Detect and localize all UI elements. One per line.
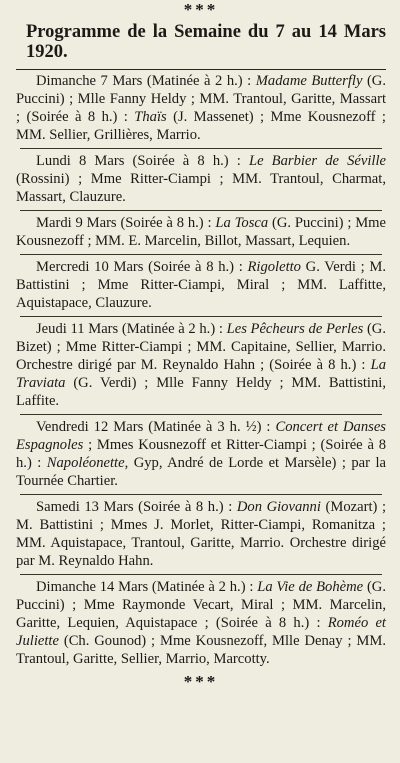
entry-divider — [20, 148, 382, 149]
programme-entry-saturday-13 — [16, 496, 386, 573]
programme-entry-thursday-11 — [16, 318, 386, 413]
work-title: Napoléonette — [46, 455, 125, 471]
programme-entry-tuesday-9 — [16, 212, 386, 253]
entry-divider — [20, 494, 382, 495]
work-title: La Vie de Bohème — [257, 579, 364, 595]
entry-text: (Rossini) ; Mme Ritter-Ciampi ; MM. Trantoul, Charmat, Massart, Clauzure. — [16, 171, 386, 205]
entry-divider — [20, 316, 382, 317]
entry-text: (J. Massenet) ; Mme Kousnezoff ; MM. Sellier, Grillières, Marrio. — [16, 109, 386, 143]
entry-text: , Gyp, André de Lorde et Marsèle) ; par la Tournée Chartier. — [16, 455, 386, 489]
entry-divider — [20, 254, 382, 255]
work-title: Rigoletto — [247, 259, 301, 275]
work-title: Les Pêcheurs de Perles — [226, 321, 364, 337]
entry-divider — [20, 210, 382, 211]
entry-text: Mardi 9 Mars (Soirée à 8 h.) : — [36, 215, 216, 231]
programme-entries — [16, 70, 386, 671]
entry-text: Samedi 13 Mars (Soirée à 8 h.) : — [36, 499, 237, 515]
entry-text: Jeudi 11 Mars (Matinée à 2 h.) : — [36, 321, 227, 337]
work-title: Roméo et Juliette — [16, 615, 386, 649]
work-title: Don Giovanni — [236, 499, 321, 515]
entry-divider — [20, 414, 382, 415]
entry-text: Lundi 8 Mars (Soirée à 8 h.) : — [36, 153, 249, 169]
entry-text: Mercredi 10 Mars (Soirée à 8 h.) : — [36, 259, 248, 275]
entry-text: Dimanche 7 Mars (Matinée à 2 h.) : — [36, 73, 256, 89]
programme-title: Programme de la Semaine du 7 au 14 Mars 1920. — [26, 22, 386, 62]
entry-text: (G. Bizet) ; Mme Ritter-Ciampi ; MM. Capitaine, Sellier, Marrio. Orchestre dirigé par M. Reynaldo Hahn ; (Soirée à 8 h.) : — [16, 321, 386, 373]
entry-text: (G. Verdi) ; Mlle Fanny Heldy ; MM. Battistini, Laffite. — [16, 375, 386, 409]
work-title: Le Barbier de Séville — [248, 153, 386, 169]
work-title: Thaïs — [134, 109, 167, 125]
entry-text: (G. Puccini) ; Mlle Fanny Heldy ; MM. Trantoul, Garitte, Massart ; (Soirée à 8 h.) : — [16, 73, 386, 125]
entry-text: (Mozart) ; M. Battistini ; Mmes J. Morlet, Ritter-Ciampi, Romanitza ; MM. Aquistapace, Trantoul, Garitte, Marrio. Orchestre dirigé par M. Reynaldo Hahn. — [16, 499, 387, 569]
entry-text: (G. Puccini) ; Mme Kousnezoff ; MM. E. Marcelin, Billot, Massart, Lequien. — [16, 215, 387, 249]
entry-text: ; Mmes Kousnezoff et Ritter-Ciampi ; (Soirée à 8 h.) : — [16, 437, 386, 471]
programme-entry-sunday-7 — [16, 70, 386, 147]
entry-text: (G. Puccini) ; Mme Raymonde Vecart, Miral ; MM. Marcelin, Garitte, Lequien, Aquistapace ; (Soirée à 8 h.) : — [16, 579, 386, 631]
work-title: Concert et Danses Espagnoles — [16, 419, 386, 453]
stars-ornament-bottom: *** — [183, 672, 219, 691]
entry-text: (Ch. Gounod) ; Mme Kousnezoff, Mlle Denay ; MM. Trantoul, Garitte, Sellier, Marrio, Marcotty. — [16, 633, 386, 667]
programme-entry-friday-12 — [16, 416, 386, 493]
entry-divider — [20, 574, 382, 575]
programme-entry-monday-8 — [16, 150, 386, 209]
entry-text: Dimanche 14 Mars (Matinée à 2 h.) : — [36, 579, 258, 595]
programme-entry-sunday-14 — [16, 576, 386, 671]
work-title: La Traviata — [16, 357, 386, 391]
entry-text: G. Verdi ; M. Battistini ; Mme Ritter-Ciampi, Miral ; MM. Laffitte, Aquistapace, Clauzure. — [16, 259, 387, 311]
work-title: La Tosca — [215, 215, 269, 231]
programme-entry-wednesday-10 — [16, 256, 386, 315]
entry-text: Vendredi 12 Mars (Matinée à 3 h. ½) : — [36, 419, 276, 435]
work-title: Madame Butterfly — [255, 73, 363, 89]
stars-ornament-top: *** — [183, 0, 219, 19]
